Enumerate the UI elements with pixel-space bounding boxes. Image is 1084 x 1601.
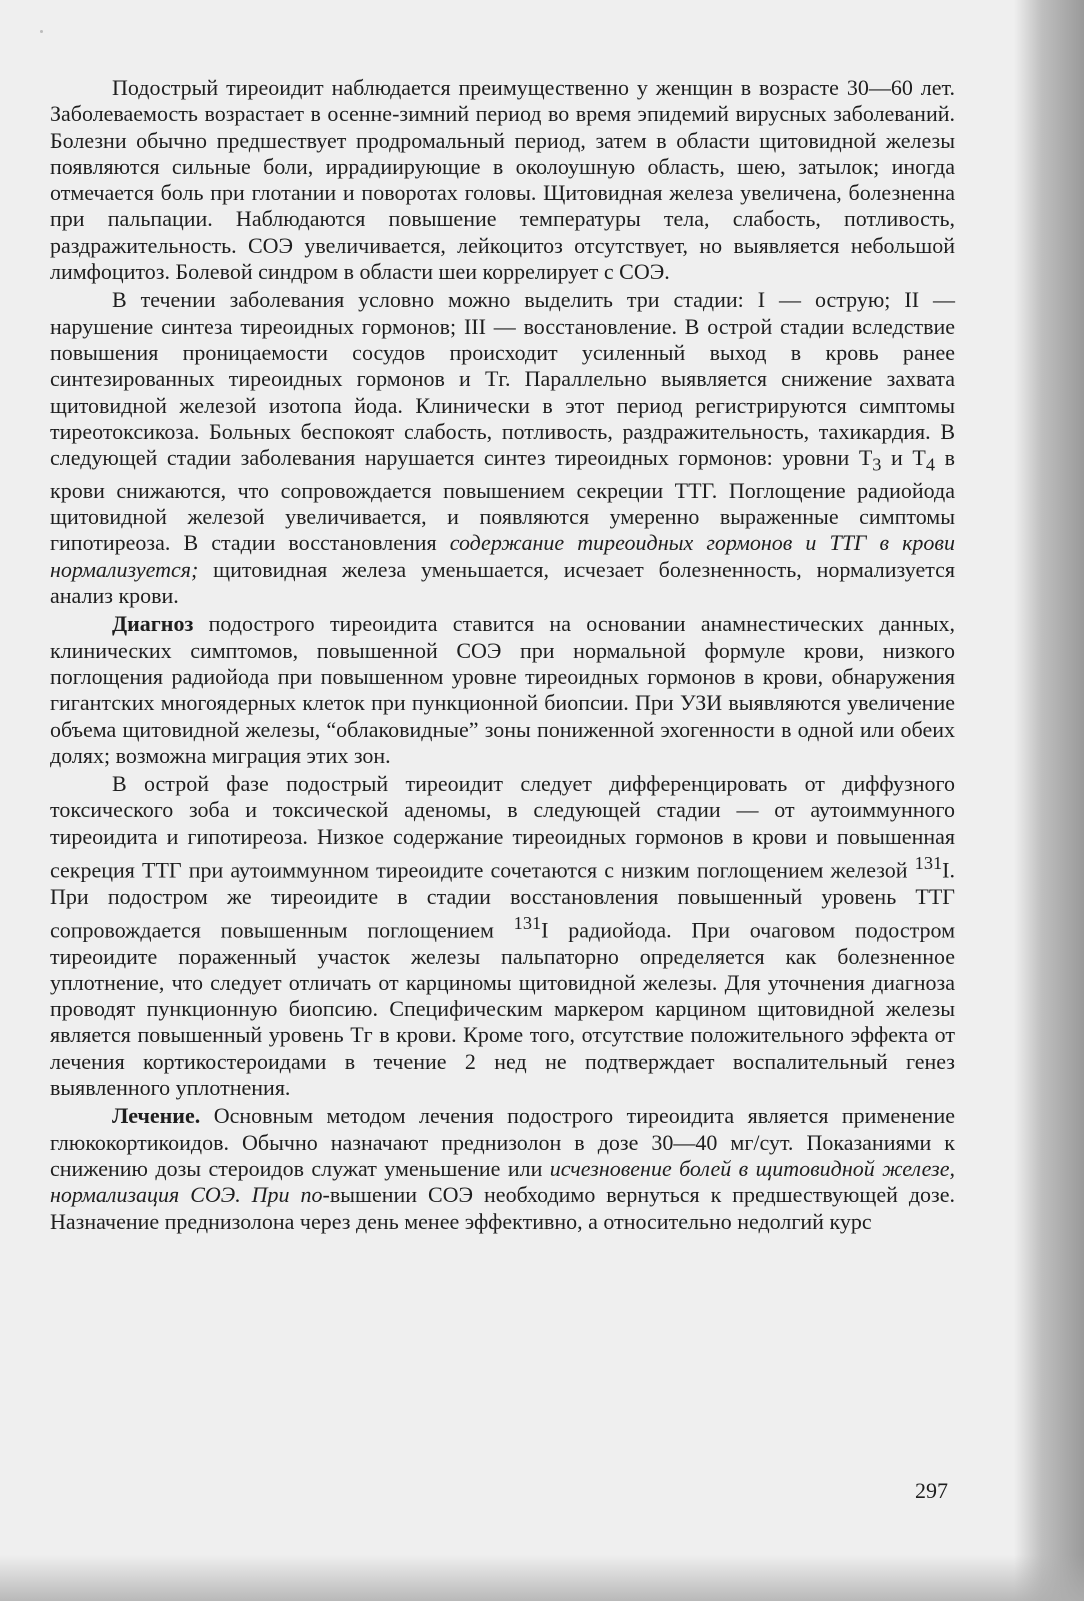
scan-speck: [40, 30, 43, 33]
text-run: Основным методом лечения подострого тиреоидита является применение глюкокортикоидов. Обычно назначают преднизолон в дозе 30—40 мг/сут. Показаниями к снижению дозы стероидов служат уменьшение или: [50, 1103, 955, 1181]
superscript: 131: [914, 853, 943, 873]
bold-term: Диагноз: [112, 611, 194, 637]
paragraph: [50, 1103, 955, 1234]
text-run: и Т: [881, 445, 926, 471]
text-run: щитовидная железа уменьшается, исчезает болезненность, нормализуется анализ крови.: [50, 556, 955, 609]
subscript: 4: [925, 454, 936, 475]
superscript: 131: [513, 912, 542, 933]
paragraph: [50, 611, 955, 769]
page-body-text: [50, 75, 955, 1237]
subscript: 3: [872, 454, 882, 475]
text-run: в крови снижаются, что сопровождается повышением секреции ТТГ. Поглощение радиойода щитовидной железой увеличивается, и появляются умеренно выраженные симптомы гипотиреоза. В стадии восстановления: [50, 445, 956, 556]
scan-shadow-right: [1014, 0, 1084, 1601]
text-run: I радиойода. При очаговом подостром тиреоидите пораженный участок железы пальпаторно определяется как болезненное уплотнение, что следует отличать от карциномы щитовидной железы. Для уточнения диагноза проводят пункционную биопсию. Специфическим маркером карцином щитовидной железы является повышенный уровень Тг в крови. Кроме того, отсутствие положительного эффекта от лечения кортикостероидами в течение 2 нед не подтверждает воспалительный генез выявленного уплотнения.: [50, 917, 955, 1101]
text-run: I. При подостром же тиреоидите в стадии восстановления повышенный уровень ТТГ сопровождается повышенным поглощением: [50, 857, 955, 943]
italic-text: содержание тиреоидных гормонов и ТТГ в крови нормализуется;: [50, 530, 955, 582]
text-run: подострого тиреоидита ставится на основании анамнестических данных, клинических симптомов, повышенной СОЭ при нормальной формуле крови, низкого поглощения радиойода при повышенном уровне тиреоидных гормонов в крови, обнаружения гигантских многоядерных клеток при пункционной биопсии. При УЗИ выявляются увеличение объема щитовидной железы, “облаковидные” зоны пониженной эхогенности в одной или обеих долях; возможна миграция этих зон.: [50, 611, 955, 768]
text-run: В острой фазе подострый тиреоидит следует дифференцировать от диффузного токсического зоба и токсической аденомы, в следующей стадии — от аутоиммунного тиреоидита и гипотиреоза. Низкое содержание тиреоидных гормонов в крови и повышенная секреция ТТГ при аутоиммунном тиреоидите сочетаются с низким поглощением железой: [50, 771, 955, 883]
page-number: 297: [915, 1478, 948, 1503]
text-run: В течении заболевания условно можно выделить три стадии: I — острую; II — нарушение синтеза тиреоидных гормонов; III — восстановление. В острой стадии вследствие повышения проницаемости сосудов происходит усиленный выход в кровь ранее синтезированных тиреоидных гормонов и Тг. Параллельно выявляется снижение захвата щитовидной железой изотопа йода. Клинически в этот период регистрируются симптомы тиреотоксикоза. Больных беспокоят слабость, потливость, раздражительность, тахикардия. В следующей стадии заболевания нарушается синтез тиреоидных гормонов: уровни Т: [50, 287, 955, 471]
bold-term: Лечение.: [112, 1103, 201, 1129]
italic-text: исчезновение болей в щитовидной железе, нормализация СОЭ. При по-: [50, 1155, 955, 1208]
paragraph: [50, 771, 955, 1101]
scan-shadow-bottom: [0, 1555, 1084, 1601]
text-run: вышении СОЭ необходимо вернуться к предшествующей дозе. Назначение преднизолона через день менее эффективно, а относительно недолгий курс: [50, 1182, 955, 1234]
paragraph: [50, 75, 955, 285]
paragraph: [50, 287, 955, 609]
text-run: Подострый тиреоидит наблюдается преимущественно у женщин в возрасте 30—60 лет. Заболеваемость возрастает в осенне-зимний период во время эпидемий вирусных заболеваний. Болезни обычно предшествует продромальный период, затем в области щитовидной железы появляются сильные боли, иррадиирующие в околоушную область, шею, затылок; иногда отмечается боль при глотании и поворотах головы. Щитовидная железа увеличена, болезненна при пальпации. Наблюдаются повышение температуры тела, слабость, потливость, раздражительность. СОЭ увеличивается, лейкоцитоз отсутствует, но выявляется небольшой лимфоцитоз. Болевой синдром в области шеи коррелирует с СОЭ.: [50, 75, 955, 285]
